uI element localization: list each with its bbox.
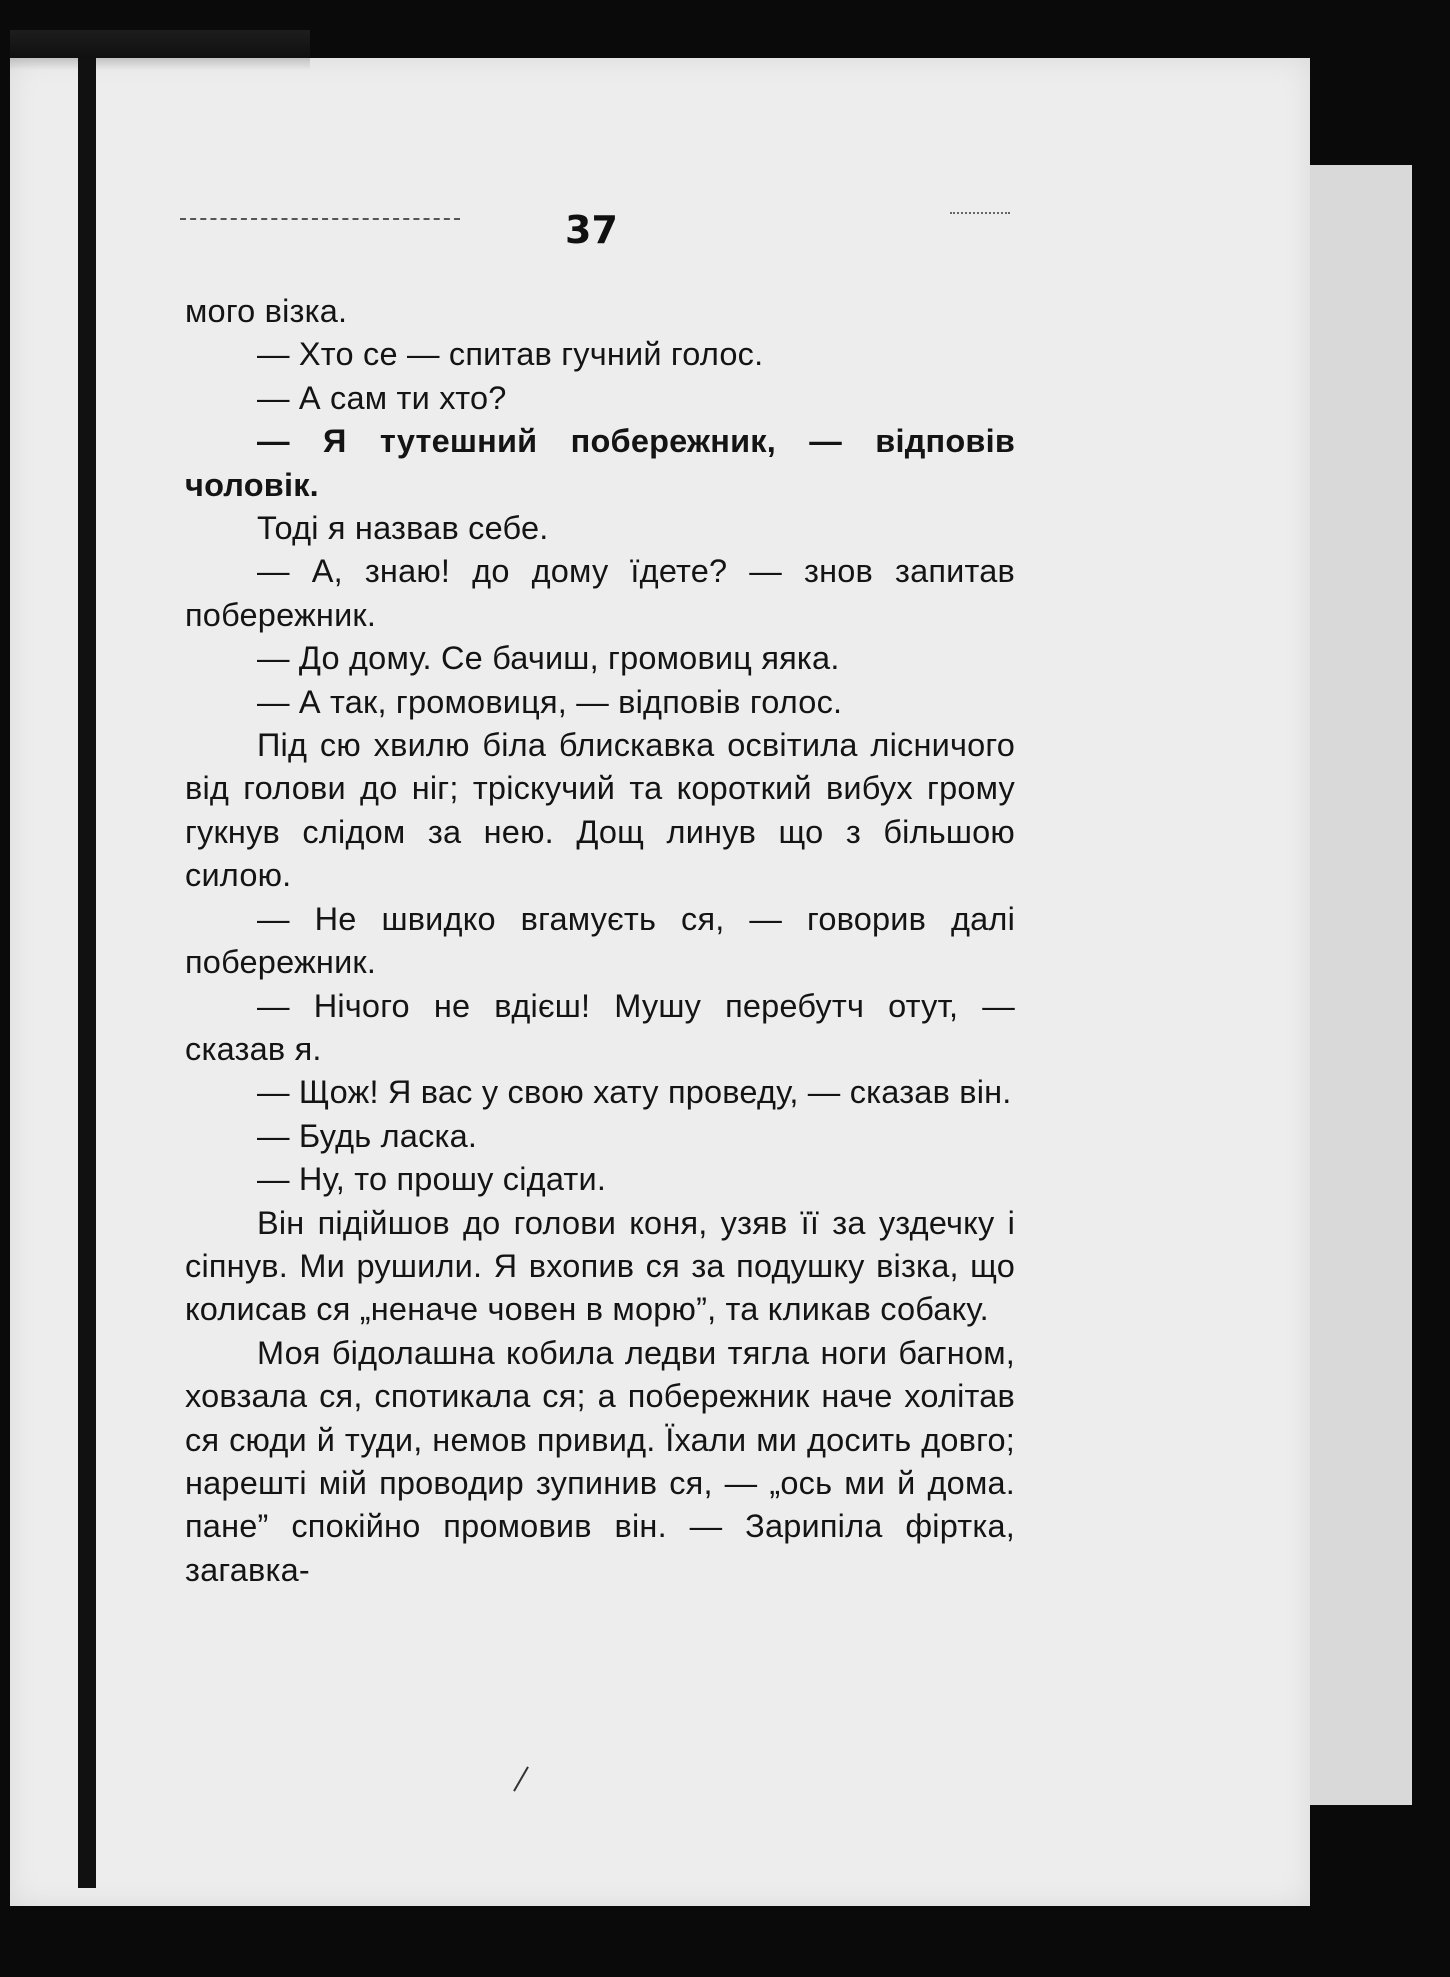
paragraph: Тоді я назвав себе.	[257, 510, 549, 547]
paragraph: мого візка.	[185, 293, 348, 329]
paragraph: — До дому. Се бачиш, громовиц яяка.	[257, 640, 840, 677]
paragraph: — Хто се — спитав гучний голос.	[257, 336, 764, 373]
paragraph: — Будь ласка.	[257, 1117, 478, 1154]
header-rule-left	[180, 218, 460, 220]
page-edge-shadow	[10, 30, 310, 70]
paragraph: — Я тутешний побережник, — відповів чоловік.	[185, 423, 1015, 503]
body-text	[185, 290, 1015, 1592]
paragraph: — А так, громовиця, — відповів голос.	[257, 683, 843, 720]
paragraph: — А, знаю! до дому їдете? — знов запитав побережник.	[185, 553, 1015, 633]
paragraph: — Ну, то прошу сідати.	[257, 1161, 607, 1198]
paragraph: — Нічого не вдієш! Мушу перебутч отут, — сказав я.	[185, 987, 1015, 1067]
paragraph: — Щож! Я вас у свою хату проведу, — сказав він.	[257, 1074, 1012, 1111]
paragraph: Під сю хвилю біла блискавка освітила лісничого від голови до ніг; тріскучий та короткий вибух грому гукнув слідом за нею. Дощ линув що з більшою силою.	[185, 727, 1015, 894]
paragraph: Він підійшов до голови коня, узяв її за уздечку і сіпнув. Ми рушили. Я вхопив ся за подушку візка, що колисав ся „неначе човен в морю”, та кликав собаку.	[185, 1204, 1015, 1328]
paragraph: Моя бідолашна кобила ледви тягла ноги багном, ховзала ся, спотикала ся; а побережник наче холітав ся сюди й туди, немов привид. Їхали ми досить довго; нарешті мій проводир зупинив ся, — „ось ми й дома. пане” спокійно промовив він. — Зарипіла фіртка, загавка-	[185, 1334, 1015, 1588]
paragraph: — А сам ти хто?	[257, 379, 507, 416]
page-number: 37	[565, 208, 618, 252]
header-rule-right	[950, 212, 1010, 214]
page-gutter	[78, 58, 96, 1888]
paragraph: — Не швидко вгамуєть ся, — говорив далі побережник.	[185, 900, 1015, 981]
